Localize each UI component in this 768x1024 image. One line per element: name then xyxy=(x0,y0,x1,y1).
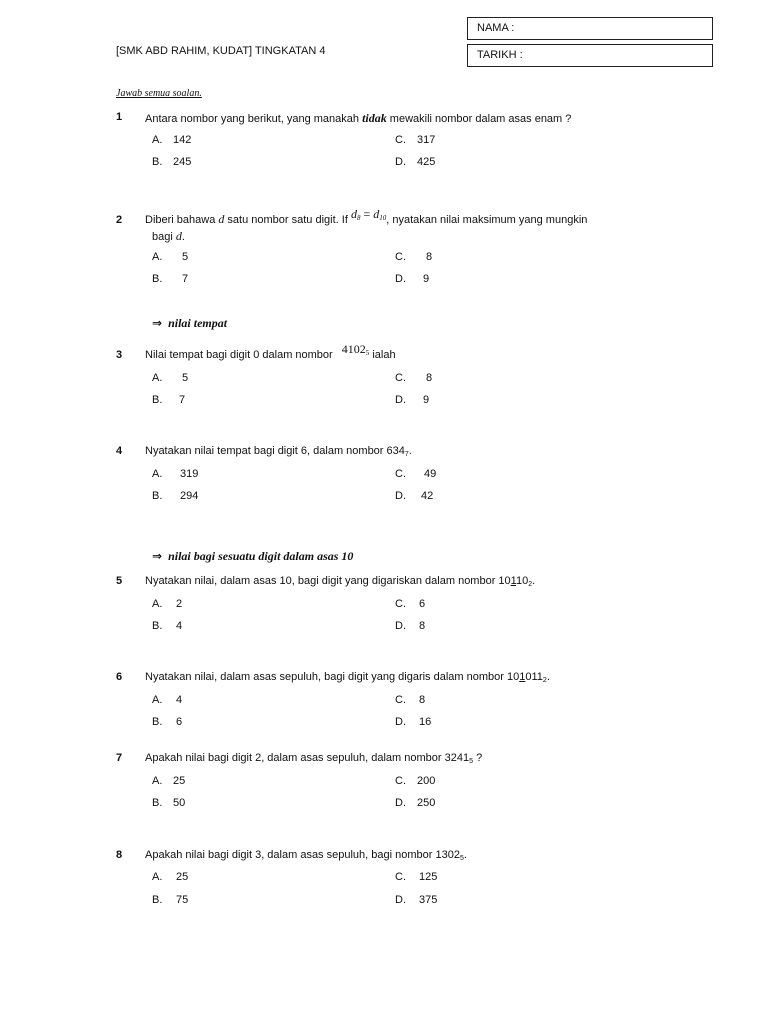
option-letter: A. xyxy=(152,372,163,384)
question-text: Apakah nilai bagi digit 3, dalam asas sepuluh, bagi nombor $1302_5$. xyxy=(145,849,467,862)
option-value: 425 xyxy=(417,156,436,168)
option-value: 317 xyxy=(417,134,436,146)
option-value: 8 xyxy=(426,251,433,263)
option-value: 9 xyxy=(423,273,430,285)
option-value: 9 xyxy=(423,394,430,406)
option-letter: C. xyxy=(395,134,406,146)
question-text: Apakah nilai bagi digit 2, dalam asas sepuluh, dalam nombor $3241_5$ ? xyxy=(145,752,483,765)
question-text: Nyatakan nilai, dalam asas sepuluh, bagi digit yang digaris dalam nombor $101011_2$. xyxy=(145,671,550,684)
question-number: 5 xyxy=(116,575,123,587)
question-text: Diberi bahawa d satu nombor satu digit. If $d_8 = d_{10}$, nyatakan nilai maksimum yang mungkin xyxy=(145,207,588,226)
option-value: 319 xyxy=(180,468,199,480)
option-value: 8 xyxy=(419,694,426,706)
option-letter: B. xyxy=(152,156,163,168)
option-value: 25 xyxy=(176,871,189,883)
emphasis: tidak xyxy=(362,111,387,125)
option-value: 16 xyxy=(419,716,432,728)
option-value: 8 xyxy=(419,620,426,632)
option-letter: C. xyxy=(395,598,406,610)
instruction: Jawab semua soalan. xyxy=(116,88,202,99)
implies-arrow-icon: ⇒ xyxy=(152,549,163,563)
school-header: [SMK ABD RAHIM, KUDAT] TINGKATAN 4 xyxy=(116,45,326,57)
option-letter: C. xyxy=(395,251,406,263)
option-value: 75 xyxy=(176,894,189,906)
question-text: Nyatakan nilai tempat bagi digit 6, dalam nombor $634_7$. xyxy=(145,445,412,458)
question-text-line2: bagi d. xyxy=(152,229,185,243)
option-value: 49 xyxy=(424,468,437,480)
option-letter: C. xyxy=(395,871,406,883)
underlined-digit: 1 xyxy=(519,671,526,683)
option-value: 50 xyxy=(173,797,186,809)
option-letter: A. xyxy=(152,134,163,146)
question-text: Nyatakan nilai, dalam asas 10, bagi digit yang digariskan dalam nombor $10110_2$. xyxy=(145,575,536,588)
option-letter: D. xyxy=(395,394,406,406)
option-value: 142 xyxy=(173,134,192,146)
option-value: 245 xyxy=(173,156,192,168)
equation: $d_8 = d_{10}$ xyxy=(350,207,387,222)
question-number: 3 xyxy=(116,349,123,361)
option-value: 125 xyxy=(419,871,438,883)
question-text: Nilai tempat bagi digit 0 dalam nombor $4102_5$ ialah xyxy=(145,342,396,361)
option-value: 2 xyxy=(176,598,183,610)
option-letter: B. xyxy=(152,797,163,809)
option-letter: A. xyxy=(152,694,163,706)
option-letter: D. xyxy=(395,716,406,728)
option-value: 8 xyxy=(426,372,433,384)
option-letter: C. xyxy=(395,372,406,384)
underlined-digit: 1 xyxy=(510,575,516,587)
option-letter: A. xyxy=(152,871,163,883)
option-letter: B. xyxy=(152,620,163,632)
option-letter: D. xyxy=(395,156,406,168)
option-value: 25 xyxy=(173,775,186,787)
option-letter: C. xyxy=(395,694,406,706)
option-letter: B. xyxy=(152,273,163,285)
option-letter: B. xyxy=(152,490,163,502)
option-value: 294 xyxy=(180,490,199,502)
option-value: 375 xyxy=(419,894,438,906)
option-value: 6 xyxy=(176,716,183,728)
option-letter: D. xyxy=(395,620,406,632)
option-letter: A. xyxy=(152,468,163,480)
date-field[interactable] xyxy=(467,44,713,67)
question-text: Antara nombor yang berikut, yang manakah tidak mewakili nombor dalam asas enam ? xyxy=(145,111,572,125)
question-number: 4 xyxy=(116,445,123,457)
option-letter: A. xyxy=(152,598,163,610)
option-letter: A. xyxy=(152,775,163,787)
option-value: 42 xyxy=(421,490,434,502)
option-letter: B. xyxy=(152,394,163,406)
section-heading-digit-value: ⇒ nilai bagi sesuatu digit dalam asas 10 xyxy=(152,549,354,563)
option-letter: D. xyxy=(395,894,406,906)
option-letter: C. xyxy=(395,468,406,480)
option-value: 5 xyxy=(182,372,189,384)
option-value: 6 xyxy=(419,598,426,610)
question-number: 8 xyxy=(116,849,123,861)
option-letter: C. xyxy=(395,775,406,787)
option-value: 250 xyxy=(417,797,436,809)
name-field[interactable] xyxy=(467,17,713,40)
option-letter: D. xyxy=(395,273,406,285)
math-number: $4102_5$ xyxy=(341,342,370,357)
option-value: 4 xyxy=(176,620,183,632)
option-value: 200 xyxy=(417,775,436,787)
implies-arrow-icon: ⇒ xyxy=(152,316,163,330)
option-value: 7 xyxy=(182,273,189,285)
option-letter: A. xyxy=(152,251,163,263)
option-value: 5 xyxy=(182,251,189,263)
question-number: 7 xyxy=(116,752,123,764)
option-value: 7 xyxy=(179,394,186,406)
question-number: 6 xyxy=(116,671,123,683)
date-label: TARIKH : xyxy=(477,49,523,61)
option-letter: D. xyxy=(395,490,406,502)
name-label: NAMA : xyxy=(477,22,515,34)
question-number: 1 xyxy=(116,111,123,123)
section-heading-place-value: ⇒ nilai tempat xyxy=(152,316,228,330)
option-letter: B. xyxy=(152,894,163,906)
option-value: 4 xyxy=(176,694,183,706)
option-letter: B. xyxy=(152,716,163,728)
question-number: 2 xyxy=(116,214,123,226)
option-letter: D. xyxy=(395,797,406,809)
